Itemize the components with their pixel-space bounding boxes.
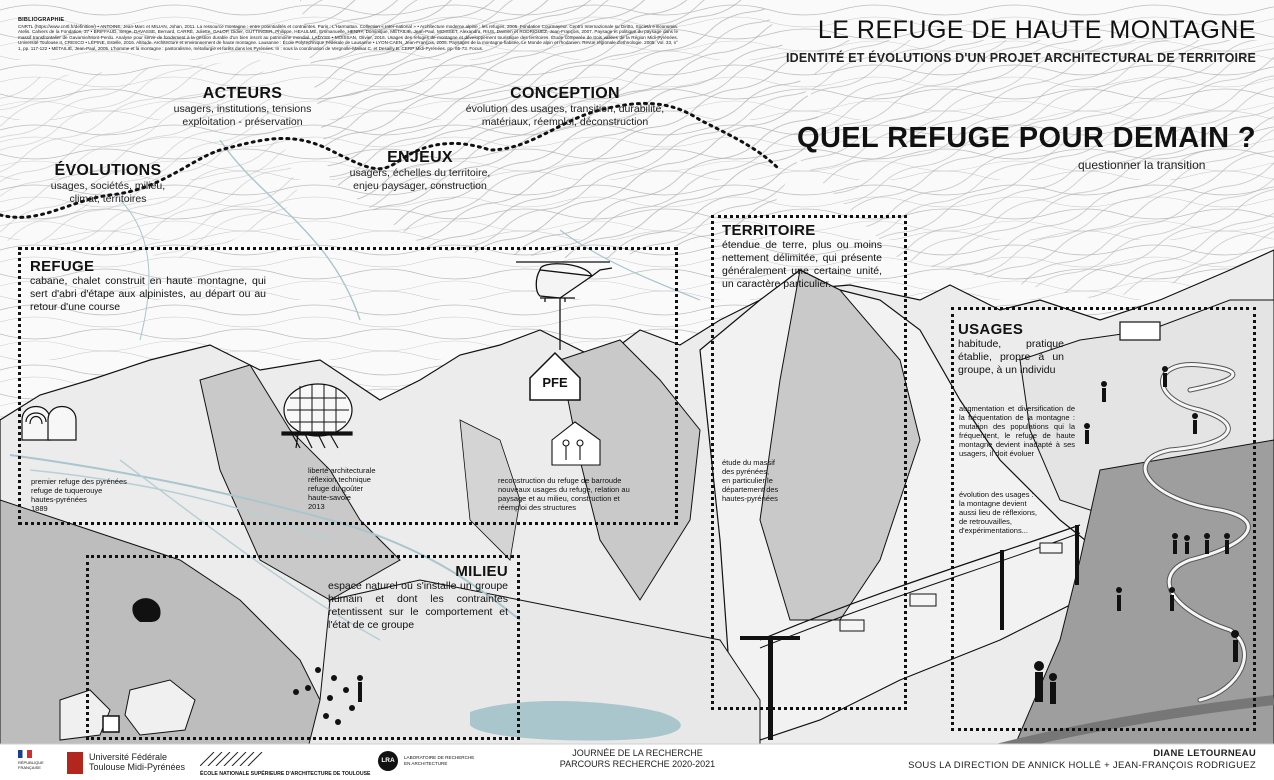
keyword-evolutions	[38, 162, 178, 206]
pfe-label: PFE	[542, 375, 568, 390]
question-subtitle: questionner la transition	[1078, 158, 1206, 172]
flag-icon	[18, 750, 32, 758]
territoire-text: étendue de terre, plus ou moins nettement délimitée, qui présente généralement une certaine unité, un caractère particulier.	[722, 239, 882, 290]
footer-event-title: JOURNÉE DE LA RECHERCHE	[572, 748, 703, 758]
note-tuquerouye: premier refuge des pyrénées refuge de tuquerouye hautes-pyrénées 1889	[31, 477, 127, 513]
milieu-title: MILIEU	[455, 563, 508, 580]
logo-lra-text: LABORATOIRE DE RECHERCHE EN ARCHITECTURE	[404, 755, 475, 766]
logo-ensa-text: ÉCOLE NATIONALE SUPÉRIEURE D'ARCHITECTURE DE TOULOUSE	[200, 771, 371, 777]
note-usages-evolution: évolution des usages : la montagne devient aussi lieu de réflexions, de retrouvailles, d'expérimentations...	[959, 490, 1037, 535]
note-territoire: étude du massif des pyrénées, en particulier le département des hautes-pyrénées	[722, 458, 779, 503]
keyword-title: CONCEPTION	[510, 85, 620, 102]
logo-republique	[18, 750, 58, 770]
note-gouter: liberté architecturale réflexion technique refuge du goûter haute-savoie 2013	[308, 466, 376, 511]
lra-circle-icon: LRA	[378, 751, 398, 771]
keyword-conception	[455, 85, 675, 129]
poster-subtitle: IDENTITÉ ET ÉVOLUTIONS D'UN PROJET ARCHITECTURAL DE TERRITOIRE	[785, 51, 1256, 65]
author-direction: SOUS LA DIRECTION DE ANNICK HOLLÉ + JEAN-FRANÇOIS RODRIGUEZ	[908, 760, 1256, 771]
keyword-title: ÉVOLUTIONS	[54, 162, 162, 179]
keyword-acteurs	[160, 85, 325, 129]
author-name: DIANE LETOURNEAU	[1153, 748, 1256, 759]
territoire-title: TERRITOIRE	[722, 222, 816, 239]
logo-universite	[67, 752, 202, 772]
usages-title: USAGES	[958, 321, 1024, 338]
keyword-desc: usagers, échelles du territoire, enjeu paysager, construction	[349, 167, 491, 192]
territoire-section	[722, 222, 882, 291]
main-question: QUEL REFUGE POUR DEMAIN ?	[797, 122, 1256, 154]
refuge-text: cabane, chalet construit en haute montagne, qui sert d'abri d'étape aux alpinistes, au départ ou au retour d'une course	[30, 275, 266, 313]
milieu-text: espace naturel où s'installe un groupe humain et dont les contraintes retentissent sur le comportement et l'état de ce groupe	[328, 580, 508, 631]
keyword-title: ACTEURS	[202, 85, 283, 102]
footer-event-sub: PARCOURS RECHERCHE 2020-2021	[559, 759, 716, 769]
usages-text: habitude, pratique établie, propre à un groupe, à un individu	[958, 338, 1064, 376]
footer-center	[530, 748, 745, 770]
keyword-title: ENJEUX	[387, 149, 453, 166]
refuge-title: REFUGE	[30, 258, 95, 275]
logo-republique-text: RÉPUBLIQUE FRANÇAISE	[18, 760, 44, 770]
keyword-desc: évolution des usages, transition, durabilité, matériaux, réemploi, déconstruction	[465, 103, 665, 128]
note-barroude: reconstruction du refuge de barroude nouveaux usages du refuge, relation au paysage et au milieu, construction et réemploi des structures	[498, 476, 630, 512]
university-crest-icon	[67, 752, 83, 774]
logo-university-line1: Université Fédérale	[89, 752, 168, 762]
bibliography-title: BIBLIOGRAPHIE	[18, 17, 65, 23]
usages-section	[958, 321, 1064, 377]
footer-author	[836, 748, 1256, 772]
logo-lra	[378, 751, 498, 767]
keyword-desc: usagers, institutions, tensions exploitation - préservation	[173, 103, 312, 128]
milieu-section	[328, 563, 508, 632]
note-usages-frequentation: augmentation et diversification de la fréquentation de la montagne : mutation des populations qui la fréquentent, le refuge de haute montagne devient inadapté à ses usagers, il doit évoluer	[959, 404, 1075, 458]
poster-title: LE REFUGE DE HAUTE MONTAGNE	[817, 16, 1256, 44]
logo-ensa	[200, 752, 380, 777]
logo-university-line2: Toulouse Midi-Pyrénées	[89, 762, 186, 772]
refuge-section	[30, 258, 266, 314]
bibliography-text: CNRTL (https://www.cnrtl.fr/definition/) • ANTOINE, Jean-Marc et MILIAN, Johan, 2011. La ressource montagne : entre potentialités et contraintes. Paris : L'Harmattan. Collection « Inter-national » • Architecture moderne alpine : les refuges, 2005. Fondation Courmayeur. Centro Internazionale su Diritto, Società e Economia. Atelis. Cahiers de la Fondation, 37 • BRIFFAUD, Serge, DAVASSE, Bernard, CARRÉ, Juliette, GALOP, Didier, GUTTINGER, Philippe, HEAULMÉ, Emmanuelle, HENRY, Dominique, MÉTAILIÉ, Jean-Paul, MOISSET, Alexandra, RIUS, Damien et RODRIGUEZ, Jean-François, 2007. Paysage et politique du paysage dans le massif transfrontalier de Gavarnie/Mont-Perdu. Analyse pour servir de fondement à la gestion durable d'un bien inscrit au patrimoine mondial. LADYSS • MOISSAN, Olivier, 2016. Usages des refuges de montagne et développement touristique des territoires. Étude comparée de trois vallées de la Région Midi-Pyrénées. Université Toulouse II, CRESCO • LÉPINE, Estelle, 2016. Altitude. Architecture et environnement de haute montagne. Lausanne : École Polytechnique Fédérale de Lausanne • LYON-CAEN, Jean-François, 2005. Paysages de la montagne habitée. Le Monde alpin et rhodanien. Revue régionale d'ethnologie. 2005. Vol. 33, n° 1, pp. 117-122 • MÉTAILIÉ, Jean-Paul, 2005. L'homme et la montagne : pastoralisme, métallurgie et forêts dans les Pyrénées. In : sous la coordination de Vergnolle-Mainar C. et Desailly B. CERP Midi-Pyrénées. pp. 65-73. Focus.	[18, 24, 678, 51]
ensa-stripes-icon	[200, 752, 270, 766]
keyword-enjeux	[340, 149, 500, 193]
keyword-desc: usages, sociétés, milieu, climat, territoires	[50, 180, 166, 205]
